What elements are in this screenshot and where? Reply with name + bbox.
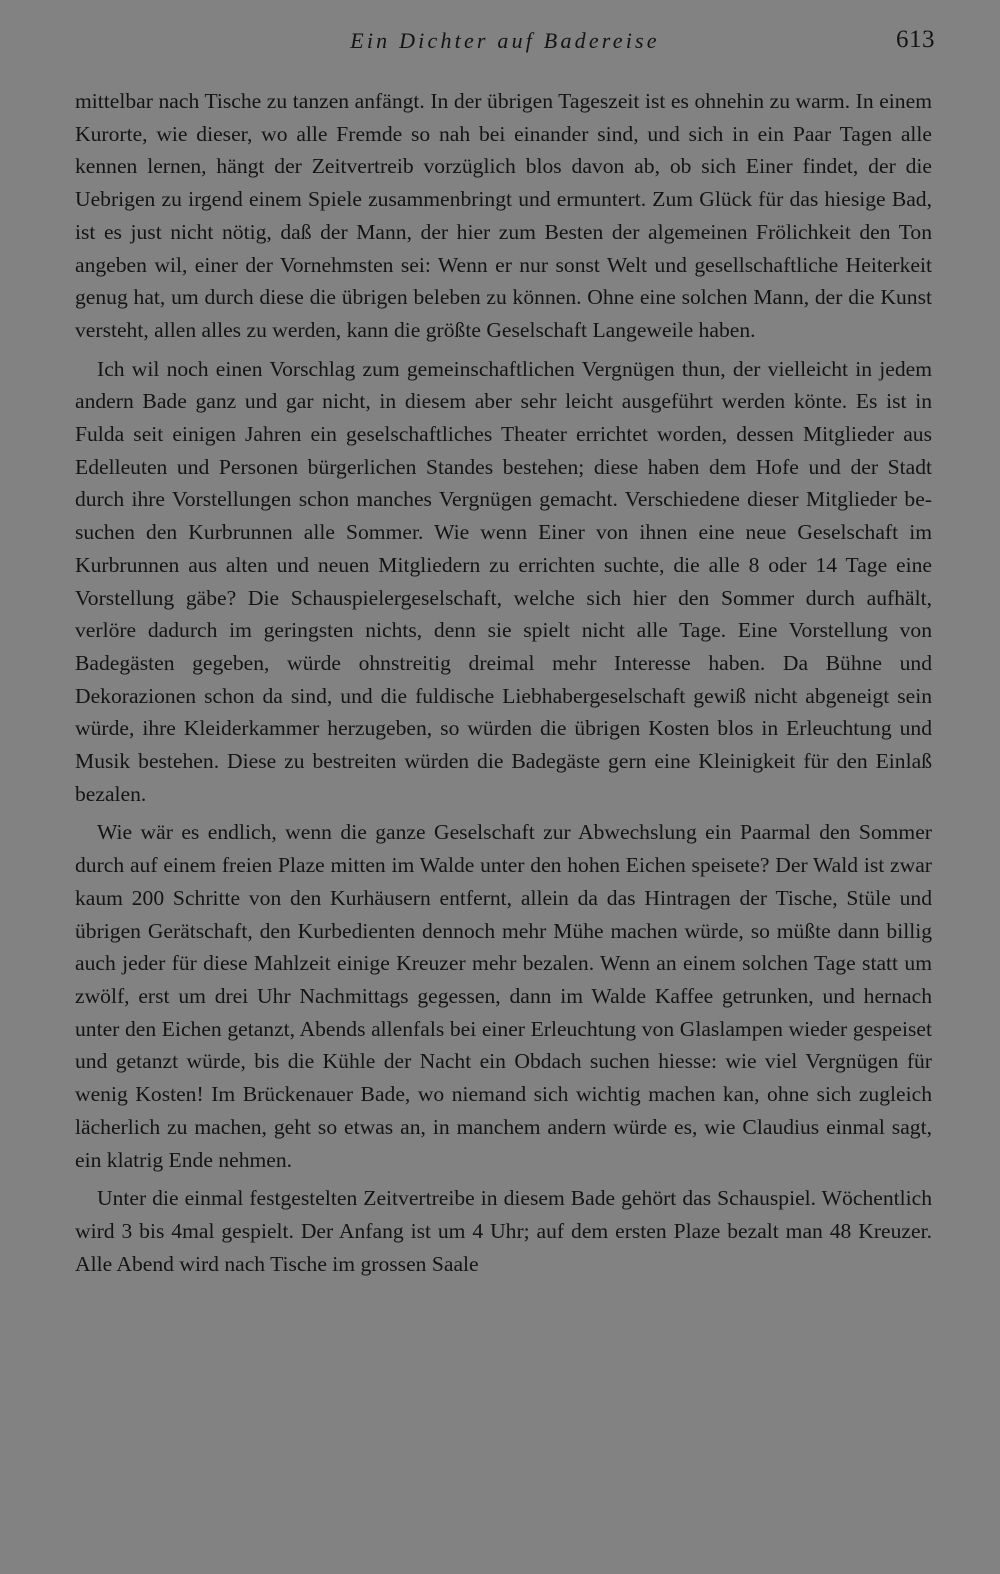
paragraph-3: Wie wär es endlich, wenn die ganze Geselschaft zur Abwechslung ein Paarmal den Sommer durch auf einem freien Plaze mitten im Walde unter den hohen Eichen speisete? Der Wald ist zwar kaum 200 Schritte von den Kurhäusern entfernt, allein da das Hintragen der Tische, Stüle und übrigen Gerätschaft, den Kurbedienten dennoch mehr Mühe machen würde, so müßte dann billig auch jeder für diese Mahlzeit einige Kreuzer mehr bezalen. Wenn an einem solchen Tage statt um zwölf, erst um drei Uhr Nachmittags gegessen, dann im Walde Kaffee getrunken, und hernach unter den Eichen getanzt, Abends allenfals bei einer Erleuchtung von Glaslampen wieder gespeiset und getanzt würde, bis die Kühle der Nacht ein Obdach suchen hiesse: wie viel Vergnügen für wenig Kosten! Im Brückenauer Bade, wo niemand sich wichtig machen kan, ohne sich zugleich lächerlich zu machen, geht so etwas an, in manchem andern würde es, wie Claudius einmal sagt, ein klatrig Ende nehmen. (75, 820, 932, 1172)
running-title: Ein Dichter auf Badereise (350, 28, 660, 53)
paragraph-2: Ich wil noch einen Vorschlag zum gemeinschaftlichen Vergnügen thun, der vielleicht in jedem andern Bade ganz und gar nicht, in diesem aber sehr leicht ausgeführt werden könte. Es ist in Fulda seit einigen Jahren ein geselschaftliches Theater errichtet worden, dessen Mitglieder aus Edelleuten und Personen bürgerlichen Standes bestehen; diese haben dem Hofe und der Stadt durch ihre Vorstellungen schon manches Vergnügen gemacht. Verschiedene dieser Mitglieder besuchen den Kurbrunnen alle Sommer. Wie wenn Einer von ihnen eine neue Geselschaft im Kurbrunnen aus alten und neuen Mitgliedern zu errichten suchte, die alle 8 oder 14 Tage eine Vorstellung gäbe? Die Schauspielergeselschaft, welche sich hier den Sommer durch aufhält, verlöre dadurch im geringsten nichts, denn sie spielt nicht alle Tage. Eine Vorstellung von Badegästen gegeben, würde ohnstreitig dreimal mehr Interesse haben. Da Bühne und Dekorazionen schon da sind, und die fuldische Liebhabergeselschaft gewiß nicht abgeneigt sein würde, ihre Kleiderkammer herzugeben, so würden die übrigen Kosten blos in Erleuchtung und Musik bestehen. Diese zu bestreiten würden die Badegäste gern eine Kleinigkeit für den Einlaß bezalen. (75, 356, 932, 806)
body-text (75, 85, 932, 1286)
page-number: 613 (896, 26, 935, 53)
running-head (75, 26, 935, 60)
paragraph-4: Unter die einmal festgestelten Zeitvertreibe in diesem Bade gehört das Schauspiel. Wöchentlich wird 3 bis 4mal gespielt. Der Anfang ist um 4 Uhr; auf dem ersten Plaze bezalt man 48 Kreuzer. Alle Abend wird nach Tische im grossen Saale (75, 1186, 932, 1276)
paragraph-1: mittelbar nach Tische zu tanzen anfängt. In der übrigen Tageszeit ist es ohnehin zu warm. In einem Kurorte, wie dieser, wo alle Fremde so nah bei einander sind, und sich in ein Paar Tagen alle kennen lernen, hängt der Zeitvertreib vorzüglich blos davon ab, ob sich Einer findet, der die Uebrigen zu irgend einem Spiele zusammenbringt und ermuntert. Zum Glück für das hiesige Bad, ist es just nicht nötig, daß der Mann, der hier zum Besten der algemeinen Frölichkeit den Ton angeben wil, einer der Vornehmsten sei: Wenn er nur sonst Welt und gesellschaftliche Heiterkeit genug hat, um durch diese die übrigen beleben zu können. Ohne eine solchen Mann, der die Kunst versteht, allen alles zu werden, kann die größte Geselschaft Langeweile haben. (75, 89, 932, 342)
